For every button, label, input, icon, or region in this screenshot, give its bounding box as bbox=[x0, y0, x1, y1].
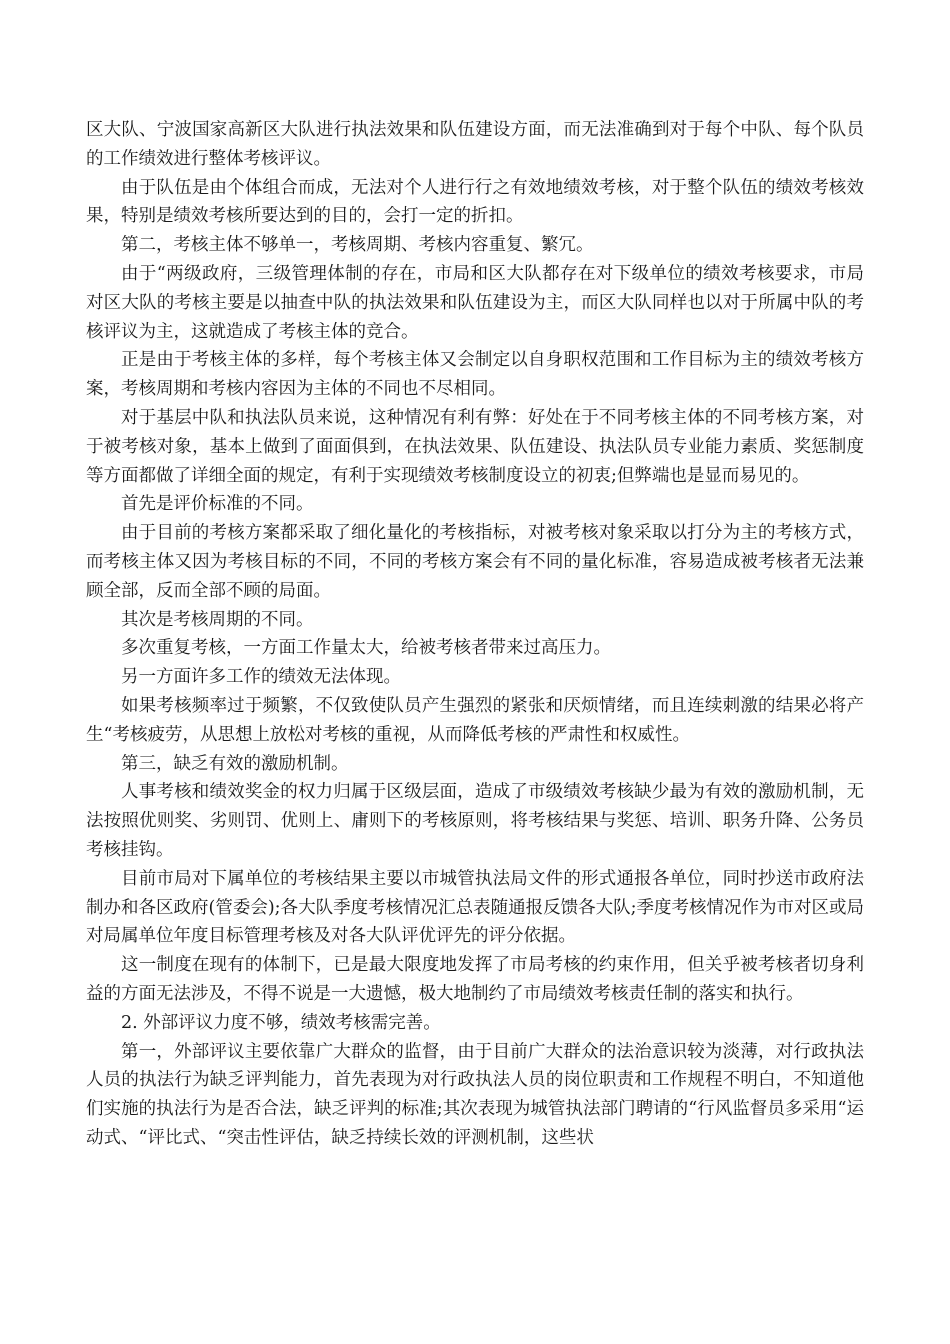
paragraph: 如果考核频率过于频繁，不仅致使队员产生强烈的紧张和厌烦情绪，而且连续刺激的结果必将产生“考核疲劳，从思想上放松对考核的重视，从而降低考核的严肃性和权威性。 bbox=[86, 695, 864, 745]
section-point-heading: 第二，考核主体不够单一，考核周期、考核内容重复、繁冗。 bbox=[121, 235, 594, 256]
paragraph: 另一方面许多工作的绩效无法体现。 bbox=[121, 667, 401, 688]
paragraph: 由于“两级政府，三级管理体制的存在，市局和区大队都存在对下级单位的绩效考核要求，市局对区大队的考核主要是以抽查中队的执法效果和队伍建设为主，而区大队同样也以对于所属中队的考核评议为主，这就造成了考核主体的竞合。 bbox=[86, 263, 864, 342]
paragraph: 多次重复考核，一方面工作量太大，给被考核者带来过高压力。 bbox=[121, 638, 611, 659]
paragraph: 正是由于考核主体的多样，每个考核主体又会制定以自身职权范围和工作目标为主的绩效考核方案，考核周期和考核内容因为主体的不同也不尽相同。 bbox=[86, 350, 864, 400]
paragraph: 首先是评价标准的不同。 bbox=[121, 494, 314, 515]
paragraph: 其次是考核周期的不同。 bbox=[121, 609, 314, 630]
paragraph: 对于基层中队和执法队员来说，这种情况有利有弊：好处在于不同考核主体的不同考核方案，对于被考核对象，基本上做到了面面俱到，在执法效果、队伍建设、执法队员专业能力素质、奖惩制度等方面都做了详细全面的规定，有利于实现绩效考核制度设立的初衷;但弊端也是显而易见的。 bbox=[86, 407, 864, 486]
paragraph: 由于队伍是由个体组合而成，无法对个人进行行之有效地绩效考核，对于整个队伍的绩效考核效果，特别是绩效考核所要达到的目的，会打一定的折扣。 bbox=[86, 177, 864, 227]
paragraph: 目前市局对下属单位的考核结果主要以市城管执法局文件的形式通报各单位，同时抄送市政府法制办和各区政府(管委会);各大队季度考核情况汇总表随通报反馈各大队;季度考核情况作为市对区或局对局属单位年度目标管理考核及对各大队评优评先的评分依据。 bbox=[86, 868, 864, 947]
section-point-heading: 第三，缺乏有效的激励机制。 bbox=[121, 753, 349, 774]
paragraph: 由于目前的考核方案都采取了细化量化的考核指标，对被考核对象采取以打分为主的考核方式，而考核主体又因为考核目标的不同，不同的考核方案会有不同的量化标准，容易造成被考核者无法兼顾全部，反而全部不顾的局面。 bbox=[86, 523, 864, 601]
section-heading: 2. 外部评议力度不够，绩效考核需完善。 bbox=[121, 1012, 441, 1033]
paragraph: 人事考核和绩效奖金的权力归属于区级层面，造成了市级绩效考核缺少最为有效的激励机制，无法按照优则奖、劣则罚、优则上、庸则下的考核原则，将考核结果与奖惩、培训、职务升降、公务员考核挂钩。 bbox=[86, 782, 864, 860]
paragraph: 第一，外部评议主要依靠广大群众的监督，由于目前广大群众的法治意识较为淡薄，对行政执法人员的执法行为缺乏评判能力，首先表现为对行政执法人员的岗位职责和工作规程不明白，不知道他们实施的执法行为是否合法，缺乏评判的标准;其次表现为城管执法部门聘请的“行风监督员多采用“运动式、“评比式、“突击性评估，缺乏持续长效的评测机制，这些状 bbox=[86, 1041, 864, 1148]
paragraph-continued: 区大队、宁波国家高新区大队进行执法效果和队伍建设方面，而无法准确到对于每个中队、每个队员的工作绩效进行整体考核评议。 bbox=[86, 120, 864, 169]
paragraph: 这一制度在现有的体制下，已是最大限度地发挥了市局考核的约束作用，但关乎被考核者切身利益的方面无法涉及，不得不说是一大遗憾，极大地制约了市局绩效考核责任制的落实和执行。 bbox=[86, 955, 864, 1004]
document-body bbox=[86, 116, 864, 1153]
